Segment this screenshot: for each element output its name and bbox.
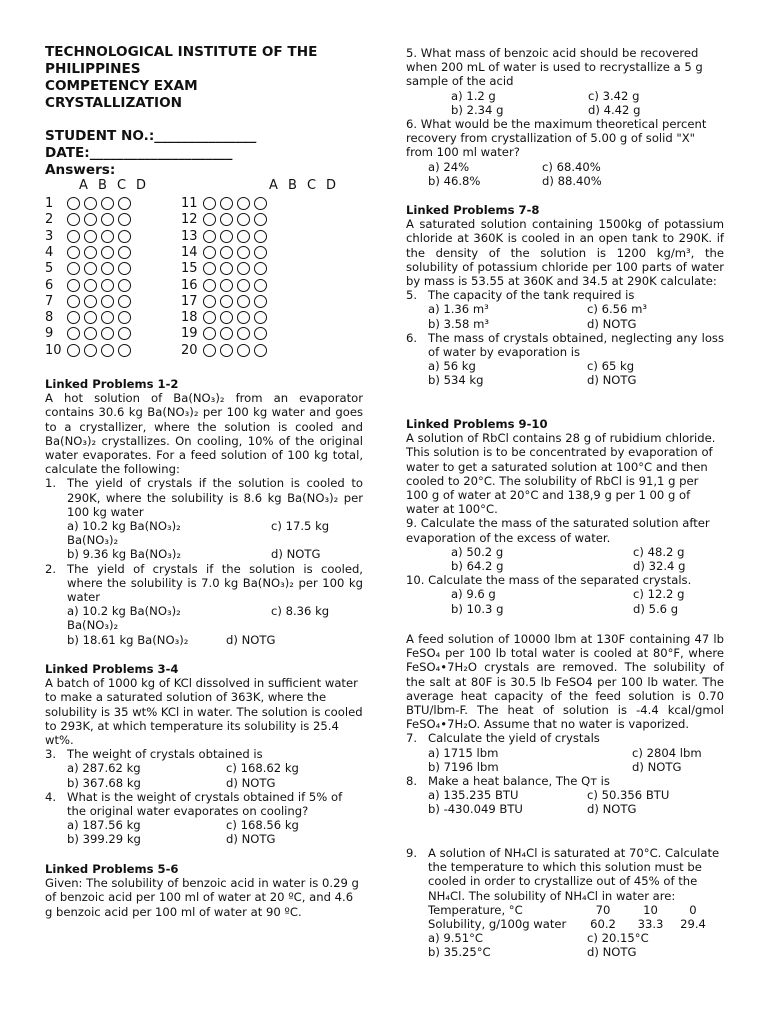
- problem-intro: Given: The solubility of benzoic acid in water is 0.29 g of benzoic acid per 100 ml of water at 20 ºC, and 4.6 g benzoic acid per 100 ml of water at 90 ºC.: [45, 876, 359, 919]
- answer-bubble-c[interactable]: [101, 262, 114, 275]
- temperature-value: 70: [595, 902, 611, 917]
- option-c: c) 3.42 g: [588, 88, 640, 103]
- option-c: c) 8.36 kg: [271, 604, 330, 619]
- option-a: a) 10.2 kg Ba(NO₃)₂: [67, 604, 181, 619]
- option-c: c) 2804 lbm: [632, 745, 702, 760]
- answer-bubble-b[interactable]: [84, 230, 97, 243]
- option-c: c) 168.62 kg: [226, 761, 299, 776]
- answer-bubble-b[interactable]: [84, 279, 97, 292]
- answer-row: [45, 261, 135, 276]
- option-d: d) 4.42 g: [588, 102, 641, 117]
- answer-bubble-a[interactable]: [67, 197, 80, 210]
- answer-row: [45, 326, 135, 341]
- option-c: c) 48.2 g: [633, 544, 685, 559]
- option-c: c) 65 kg: [587, 359, 635, 374]
- option-a: a) 135.235 BTU: [428, 788, 519, 803]
- answer-bubble-b[interactable]: [220, 197, 233, 210]
- answer-bubble-d[interactable]: [118, 311, 131, 324]
- option-b: b) 2.34 g: [451, 102, 504, 117]
- exam-type: COMPETENCY EXAM: [45, 78, 198, 94]
- answer-bubble-d[interactable]: [254, 311, 267, 324]
- answer-bubble-c[interactable]: [101, 230, 114, 243]
- answer-bubble-c[interactable]: [237, 344, 250, 357]
- answer-bubble-b[interactable]: [84, 262, 97, 275]
- answer-bubble-a[interactable]: [67, 279, 80, 292]
- answer-row: [181, 229, 271, 244]
- nh4cl-problem: [406, 846, 724, 960]
- answer-row-number: 7: [45, 293, 54, 309]
- question-text: Calculate the yield of crystals: [428, 731, 600, 746]
- answer-bubble-a[interactable]: [203, 197, 216, 210]
- answer-bubble-b[interactable]: [84, 213, 97, 226]
- answer-bubble-d[interactable]: [118, 279, 131, 292]
- answer-row: [45, 245, 135, 260]
- answer-bubble-b[interactable]: [220, 213, 233, 226]
- answer-row-number: 10: [45, 342, 62, 358]
- answer-bubble-d[interactable]: [118, 262, 131, 275]
- answer-bubble-b[interactable]: [84, 311, 97, 324]
- question-2: [45, 562, 363, 605]
- answer-bubble-c[interactable]: [101, 213, 114, 226]
- temperature-label: Temperature, °C: [428, 902, 523, 917]
- answer-bubble-c[interactable]: [101, 344, 114, 357]
- linked-problems-7-8: [406, 203, 724, 388]
- solubility-value: 60.2: [590, 917, 616, 932]
- question-text: The capacity of the tank required is: [428, 288, 635, 303]
- answer-row: [181, 343, 271, 358]
- question-10: 10. Calculate the mass of the separated crystals.: [406, 573, 692, 588]
- answer-row: [45, 294, 135, 309]
- option-c: c) 50.356 BTU: [587, 788, 670, 803]
- option-b: b) 3.58 m³: [428, 316, 490, 331]
- option-a: a) 1715 lbm: [428, 745, 499, 760]
- institute-name: TECHNOLOGICAL INSTITUTE OF THE: [45, 44, 318, 60]
- question-number: 3.: [45, 747, 57, 762]
- answer-bubble-c[interactable]: [101, 279, 114, 292]
- feso4-problem: [406, 632, 724, 817]
- letter-d: D: [326, 178, 337, 193]
- option-c: c) 6.56 m³: [587, 302, 648, 317]
- option-d: d) 88.40%: [542, 173, 602, 188]
- answer-bubble-b[interactable]: [220, 295, 233, 308]
- answer-bubble-c[interactable]: [237, 311, 250, 324]
- answer-bubble-c[interactable]: [237, 230, 250, 243]
- options-q2: [45, 604, 363, 632]
- answer-row: [181, 245, 271, 260]
- answer-bubble-d[interactable]: [118, 213, 131, 226]
- option-a: a) 24%: [428, 159, 470, 174]
- question-number: 5.: [406, 288, 418, 303]
- option-b: b) 10.3 g: [451, 601, 504, 616]
- answer-row: [45, 278, 135, 293]
- option-b: b) 35.25°C: [428, 945, 491, 960]
- answer-row-number: 5: [45, 261, 54, 277]
- answer-bubble-c[interactable]: [237, 327, 250, 340]
- options-q3: [45, 761, 363, 789]
- question-5: [406, 288, 724, 302]
- answer-bubble-a[interactable]: [203, 246, 216, 259]
- options-q6: [406, 160, 724, 188]
- question-1: [45, 476, 363, 519]
- answer-bubble-b[interactable]: [84, 246, 97, 259]
- answer-bubble-d[interactable]: [254, 262, 267, 275]
- option-d: d) NOTG: [226, 832, 276, 847]
- answer-row-number: 14: [181, 244, 198, 260]
- question-text: What is the weight of crystals obtained if 5% of the original water evaporates on cooling?: [67, 789, 343, 819]
- linked-problems-5-6-questions: [406, 46, 724, 188]
- answer-bubble-a[interactable]: [203, 262, 216, 275]
- option-a: a) 1.2 g: [451, 88, 496, 103]
- question-5: 5. What mass of benzoic acid should be recovered when 200 mL of water is used to recrystallize a 5 g sample of the acid: [406, 46, 703, 89]
- option-a: a) 287.62 kg: [67, 761, 141, 776]
- answer-row-number: 8: [45, 310, 54, 326]
- question-3: [45, 747, 363, 761]
- options-q5: [406, 302, 724, 330]
- question-number: 7.: [406, 731, 418, 746]
- answer-row: [181, 261, 271, 276]
- answer-bubble-d[interactable]: [254, 295, 267, 308]
- answer-bubble-c[interactable]: [101, 311, 114, 324]
- letter-c: C: [307, 178, 317, 193]
- answer-bubble-b[interactable]: [220, 230, 233, 243]
- solubility-row: [428, 917, 724, 931]
- answer-bubble-a[interactable]: [67, 213, 80, 226]
- answer-bubble-b[interactable]: [220, 279, 233, 292]
- answer-bubble-c[interactable]: [237, 295, 250, 308]
- question-text: The yield of crystals if the solution is cooled to 290K, where the solubility is 8.6 kg Ba(NO₃)₂ per 100 kg water: [67, 476, 363, 519]
- question-number: 2.: [45, 561, 57, 576]
- answer-bubble-d[interactable]: [254, 344, 267, 357]
- option-a: a) 1.36 m³: [428, 302, 489, 317]
- answer-bubble-c[interactable]: [237, 262, 250, 275]
- option-c-cont: Ba(NO₃)₂: [67, 618, 119, 633]
- problem-intro: A solution of RbCl contains 28 g of rubidium chloride. This solution is to be concentrated by evaporation of water to get a saturated solution at 100°C and then cooled to 20°C. The solubility of RbCl is 91,1 g per 100 g of water at 20°C and 138,9 g per 1 00 g of water at 100°C.: [406, 431, 716, 517]
- option-b: b) 18.61 kg Ba(NO₃)₂: [67, 632, 189, 647]
- linked-problems-5-6: [45, 862, 363, 919]
- solubility-table: [406, 903, 724, 931]
- question-text: A solution of NH₄Cl is saturated at 70°C. Calculate the temperature to which this solution must be cooled in order to crystallize out of 45% of the NH₄Cl. The solubility of NH₄Cl in water are:: [428, 846, 720, 903]
- temperature-row: [428, 903, 724, 917]
- answer-row-number: 17: [181, 293, 198, 309]
- section-title: Linked Problems 1-2: [45, 377, 179, 391]
- answer-row-number: 6: [45, 277, 54, 293]
- question-number: 4.: [45, 789, 57, 804]
- options-q2-b: [45, 633, 363, 647]
- option-a: a) 9.6 g: [451, 587, 496, 602]
- answer-bubble-d[interactable]: [254, 246, 267, 259]
- option-d: d) NOTG: [632, 759, 682, 774]
- answer-row: [181, 196, 271, 211]
- answer-bubble-a[interactable]: [203, 311, 216, 324]
- option-b: b) 534 kg: [428, 373, 484, 388]
- answer-bubble-c[interactable]: [237, 213, 250, 226]
- answer-bubble-c[interactable]: [237, 197, 250, 210]
- option-d: d) NOTG: [587, 802, 637, 817]
- option-a: a) 9.51°C: [428, 931, 484, 946]
- linked-problems-3-4: [45, 662, 363, 847]
- answer-row-number: 3: [45, 228, 54, 244]
- section-title: Linked Problems 5-6: [45, 862, 179, 876]
- answer-bubble-c[interactable]: [237, 246, 250, 259]
- question-number: 6.: [406, 330, 418, 345]
- student-info: [45, 128, 375, 179]
- answer-bubble-d[interactable]: [118, 230, 131, 243]
- answer-row: [181, 278, 271, 293]
- question-6: [406, 331, 724, 359]
- question-text: Make a heat balance, The Qᴛ is: [428, 774, 610, 789]
- answer-bubble-a[interactable]: [203, 279, 216, 292]
- answer-bubble-a[interactable]: [203, 344, 216, 357]
- section-title: Linked Problems 9-10: [406, 417, 548, 431]
- date-field: DATE:_____________________: [45, 145, 233, 161]
- answer-bubble-b[interactable]: [84, 197, 97, 210]
- option-c-cont: Ba(NO₃)₂: [67, 533, 119, 548]
- exam-header: [45, 44, 375, 112]
- answer-bubble-b[interactable]: [220, 327, 233, 340]
- letter-d: D: [136, 178, 147, 193]
- option-a: a) 10.2 kg Ba(NO₃)₂: [67, 519, 181, 534]
- letter-a: A: [79, 178, 88, 193]
- answer-bubble-c[interactable]: [101, 327, 114, 340]
- option-d: d) 5.6 g: [633, 601, 679, 616]
- answer-bubble-a[interactable]: [67, 327, 80, 340]
- section-title: Linked Problems 3-4: [45, 662, 179, 676]
- option-a: a) 56 kg: [428, 359, 476, 374]
- answer-bubble-a[interactable]: [67, 311, 80, 324]
- option-b: b) 7196 lbm: [428, 759, 499, 774]
- option-b: b) 9.36 kg Ba(NO₃)₂: [67, 547, 182, 562]
- option-b: b) 64.2 g: [451, 559, 504, 574]
- option-c: c) 168.56 kg: [226, 818, 299, 833]
- answer-bubble-b[interactable]: [220, 344, 233, 357]
- answer-bubble-a[interactable]: [67, 246, 80, 259]
- answer-bubble-a[interactable]: [67, 230, 80, 243]
- solubility-value: 29.4: [680, 917, 706, 932]
- answer-bubble-c[interactable]: [237, 279, 250, 292]
- question-number: 1.: [45, 476, 57, 491]
- answer-row: [181, 310, 271, 325]
- answer-bubble-b[interactable]: [84, 295, 97, 308]
- answer-bubble-d[interactable]: [118, 344, 131, 357]
- answer-bubble-a[interactable]: [203, 295, 216, 308]
- answer-row-number: 13: [181, 228, 198, 244]
- option-c: c) 68.40%: [542, 159, 601, 174]
- answer-bubble-b[interactable]: [220, 246, 233, 259]
- question-text: The mass of crystals obtained, neglecting any loss of water by evaporation is: [428, 330, 724, 360]
- answer-row-number: 9: [45, 326, 54, 342]
- answer-row: [45, 343, 135, 358]
- question-text: The weight of crystals obtained is: [67, 747, 263, 762]
- answer-bubble-d[interactable]: [254, 279, 267, 292]
- option-d: d) NOTG: [587, 373, 637, 388]
- institute-country: PHILIPPINES: [45, 61, 141, 77]
- question-4: [45, 790, 363, 818]
- answer-row: [45, 310, 135, 325]
- answer-bubble-a[interactable]: [203, 230, 216, 243]
- answer-bubble-b[interactable]: [220, 311, 233, 324]
- answer-bubble-c[interactable]: [101, 295, 114, 308]
- option-d: d) NOTG: [587, 945, 637, 960]
- question-8: [406, 774, 724, 788]
- solubility-label: Solubility, g/100g water: [428, 917, 567, 932]
- answer-bubble-d[interactable]: [118, 246, 131, 259]
- answer-bubble-d[interactable]: [254, 230, 267, 243]
- temperature-value: 0: [689, 902, 697, 917]
- option-b: b) 46.8%: [428, 173, 481, 188]
- answer-row-number: 12: [181, 212, 198, 228]
- answer-bubble-a[interactable]: [67, 262, 80, 275]
- answer-row-number: 18: [181, 310, 198, 326]
- question-text: The yield of crystals if the solution is cooled, where the solubility is 7.0 kg Ba(NO₃)₂ per 100 kg water: [67, 561, 363, 605]
- answer-bubble-a[interactable]: [203, 327, 216, 340]
- question-number: 9.: [406, 846, 418, 860]
- option-c: c) 20.15°C: [587, 931, 649, 946]
- answer-bubble-c[interactable]: [101, 197, 114, 210]
- temperature-value: 10: [643, 902, 658, 917]
- problem-intro: A feed solution of 10000 lbm at 130F containing 47 lb FeSO₄ per 100 lb total water is cooled at 80°F, where FeSO₄•7H₂O crystals are removed. The solubility of the salt at 80F is 30.5 lb FeSO4 per 100 lb water. The average heat capacity of the feed solution is 0.70 BTU/lbm-F. The heat of solution is -4.4 kcal/gmol FeSO₄•7H₂O. Assume that no water is vaporized.: [406, 632, 724, 732]
- answer-row: [45, 229, 135, 244]
- problem-intro: A batch of 1000 kg of KCl dissolved in sufficient water to make a saturated solution of 363K, where the solubility is 35 wt% KCl in water. The solution is cooled to 293K, at which temperature its solubility is 25.4 wt%.: [45, 676, 363, 748]
- answer-row: [181, 294, 271, 309]
- answer-row-number: 15: [181, 261, 198, 277]
- letters-header-right: [269, 178, 345, 193]
- option-a: a) 50.2 g: [451, 544, 504, 559]
- answer-bubble-b[interactable]: [84, 344, 97, 357]
- options-q9: [406, 545, 724, 573]
- question-number: 8.: [406, 774, 418, 789]
- option-d: d) 32.4 g: [633, 559, 686, 574]
- option-d: d) NOTG: [226, 775, 276, 790]
- letter-b: B: [98, 178, 107, 193]
- answer-row-number: 20: [181, 342, 198, 358]
- question-9: [406, 846, 724, 903]
- option-c: c) 17.5 kg: [271, 519, 330, 534]
- options-q1: [45, 519, 363, 562]
- options-q4: [45, 818, 363, 846]
- answer-bubble-b[interactable]: [220, 262, 233, 275]
- problem-intro: A saturated solution containing 1500kg of potassium chloride at 360K is cooled in an open tank to 290K. if the density of the solution is 1200 kg/m³, the solubility of potassium chloride per 100 parts of water by mass is 53.55 at 360K and 34.5 at 290K calculate:: [406, 217, 724, 289]
- solubility-value: 33.3: [637, 917, 664, 932]
- question-9: 9. Calculate the mass of the saturated solution after evaporation of the excess of water.: [406, 516, 710, 545]
- answer-row: [181, 326, 271, 341]
- answer-row-number: 19: [181, 326, 198, 342]
- answer-bubble-a[interactable]: [203, 213, 216, 226]
- answer-row-number: 11: [181, 196, 198, 211]
- letters-header-left: [79, 178, 155, 193]
- answer-row-number: 2: [45, 212, 54, 228]
- option-d: d) NOTG: [271, 547, 321, 562]
- answer-bubble-a[interactable]: [67, 344, 80, 357]
- answer-row: [45, 196, 135, 211]
- linked-problems-1-2: [45, 377, 363, 647]
- answer-bubble-d[interactable]: [254, 327, 267, 340]
- answer-bubble-b[interactable]: [84, 327, 97, 340]
- answer-bubble-d[interactable]: [118, 327, 131, 340]
- letter-b: B: [288, 178, 297, 193]
- options-q5: [406, 89, 724, 117]
- options-q6: [406, 359, 724, 387]
- problem-intro: A hot solution of Ba(NO₃)₂ from an evaporator contains 30.6 kg Ba(NO₃)₂ per 100 kg water and goes to a crystallizer, where the solution is cooled and Ba(NO₃)₂ crystallizes. On cooling, 10% of the original water evaporates. For a feed solution of 100 kg total, calculate the following:: [45, 391, 363, 477]
- options-q10: [406, 587, 724, 615]
- section-title: Linked Problems 7-8: [406, 203, 540, 217]
- answer-row-number: 4: [45, 244, 54, 260]
- answer-bubble-a[interactable]: [67, 295, 80, 308]
- answer-row-number: 16: [181, 277, 198, 293]
- option-b: b) 399.29 kg: [67, 832, 141, 847]
- option-b: b) 367.68 kg: [67, 775, 141, 790]
- answer-bubble-d[interactable]: [254, 213, 267, 226]
- options-q9: [406, 931, 724, 959]
- option-c: c) 12.2 g: [633, 587, 685, 602]
- option-b: b) -430.049 BTU: [428, 802, 523, 817]
- option-d: d) NOTG: [587, 316, 637, 331]
- answer-bubble-c[interactable]: [101, 246, 114, 259]
- letter-c: C: [117, 178, 127, 193]
- answer-row-number: 1: [45, 196, 54, 211]
- letter-a: A: [269, 178, 278, 193]
- student-no-field: STUDENT NO.:_______________: [45, 128, 257, 144]
- answer-bubble-d[interactable]: [254, 197, 267, 210]
- linked-problems-9-10: [406, 417, 724, 616]
- options-q8: [406, 788, 724, 816]
- question-7: [406, 731, 724, 745]
- question-6: 6. What would be the maximum theoretical percent recovery from crystallization of 5.00 g of solid "X" from 100 ml water?: [406, 117, 707, 160]
- option-d: d) NOTG: [226, 632, 276, 647]
- answer-bubble-d[interactable]: [118, 197, 131, 210]
- option-a: a) 187.56 kg: [67, 818, 141, 833]
- answer-row: [181, 212, 271, 227]
- answer-bubble-d[interactable]: [118, 295, 131, 308]
- exam-subject: CRYSTALLIZATION: [45, 95, 183, 111]
- answer-row: [45, 212, 135, 227]
- options-q7: [406, 746, 724, 774]
- answers-label: Answers:: [45, 162, 116, 178]
